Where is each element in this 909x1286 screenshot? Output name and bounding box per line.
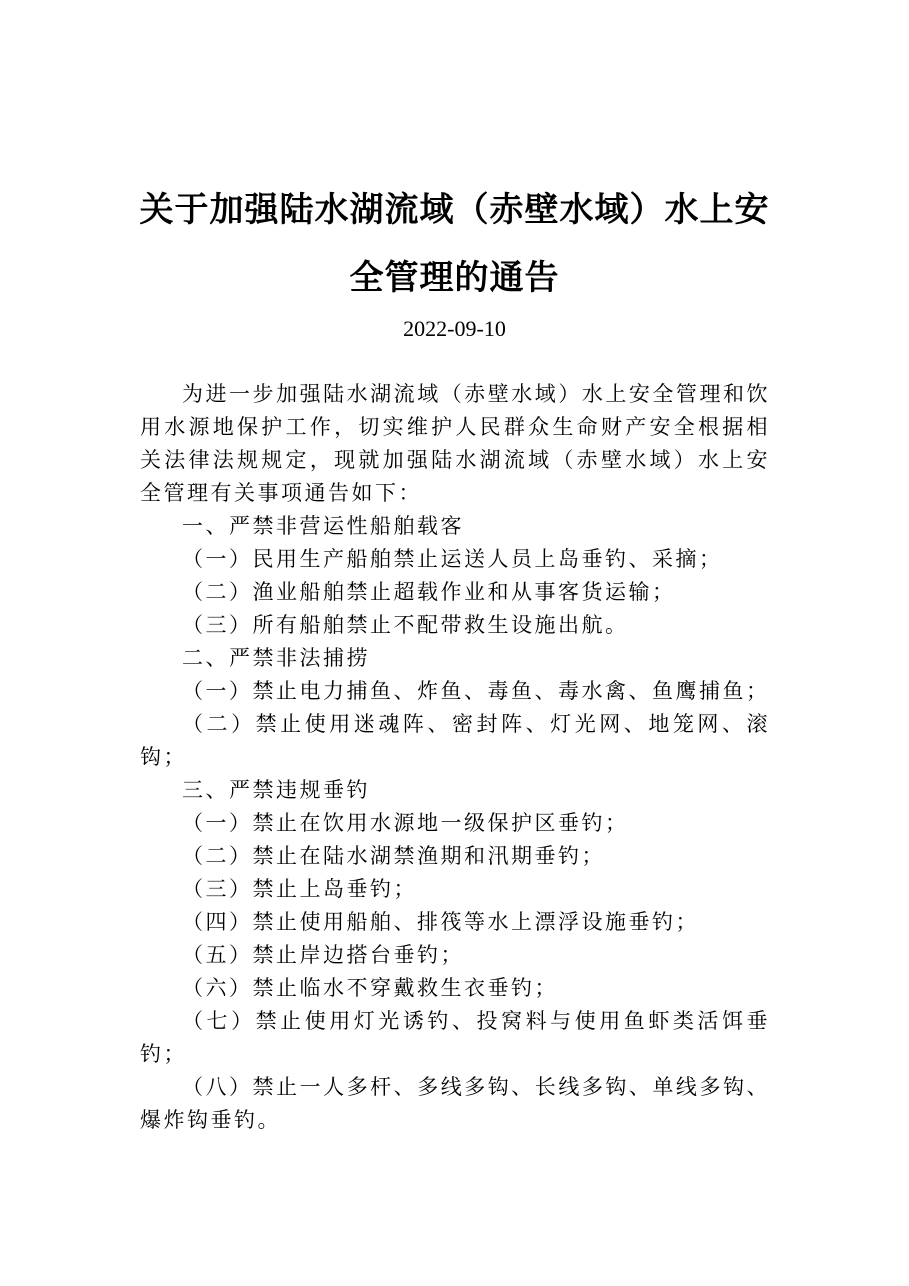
section-3-item-7: （七）禁止使用灯光诱钓、投窝料与使用鱼虾类活饵垂钓； xyxy=(140,1009,770,1066)
intro-paragraph: 为进一步加强陆水湖流域（赤壁水域）水上安全管理和饮用水源地保护工作，切实维护人民群众生命财产安全根据相关法律法规规定，现就加强陆水湖流域（赤壁水域）水上安全管理有关事项通告如下： xyxy=(140,382,770,505)
section-1-item-1: （一）民用生产船舶禁止运送人员上岛垂钓、采摘； xyxy=(182,547,723,571)
section-heading-3: 三、严禁违规垂钓 xyxy=(182,778,370,802)
section-1-item-2: （二）渔业船舶禁止超载作业和从事客货运输； xyxy=(182,580,676,604)
section-3-item-5: （五）禁止岸边搭台垂钓； xyxy=(182,943,464,967)
section-3-item-8: （八）禁止一人多杆、多线多钩、长线多钩、单线多钩、爆炸钩垂钓。 xyxy=(140,1075,770,1132)
section-2-item-2: （二）禁止使用迷魂阵、密封阵、灯光网、地笼网、滚钩； xyxy=(140,712,770,769)
section-3-item-1: （一）禁止在饮用水源地一级保护区垂钓； xyxy=(182,811,629,835)
document-date: 2022-09-10 xyxy=(403,316,506,341)
document-title-line-2: 全管理的通告 xyxy=(349,258,560,298)
section-3-item-2: （二）禁止在陆水湖禁渔期和汛期垂钓； xyxy=(182,844,605,868)
section-1-item-3: （三）所有船舶禁止不配带救生设施出航。 xyxy=(182,613,629,637)
section-3-item-6: （六）禁止临水不穿戴救生衣垂钓； xyxy=(182,976,558,1000)
section-2-item-1: （一）禁止电力捕鱼、炸鱼、毒鱼、毒水禽、鱼鹰捕鱼； xyxy=(182,679,770,703)
document-body xyxy=(140,378,770,1137)
document-title-line-1: 关于加强陆水湖流域（赤壁水域）水上安 xyxy=(139,190,770,230)
section-3-item-3: （三）禁止上岛垂钓； xyxy=(182,877,417,901)
section-heading-1: 一、严禁非营运性船舶载客 xyxy=(182,514,464,538)
section-heading-2: 二、严禁非法捕捞 xyxy=(182,646,370,670)
section-3-item-4: （四）禁止使用船舶、排筏等水上漂浮设施垂钓； xyxy=(182,910,699,934)
